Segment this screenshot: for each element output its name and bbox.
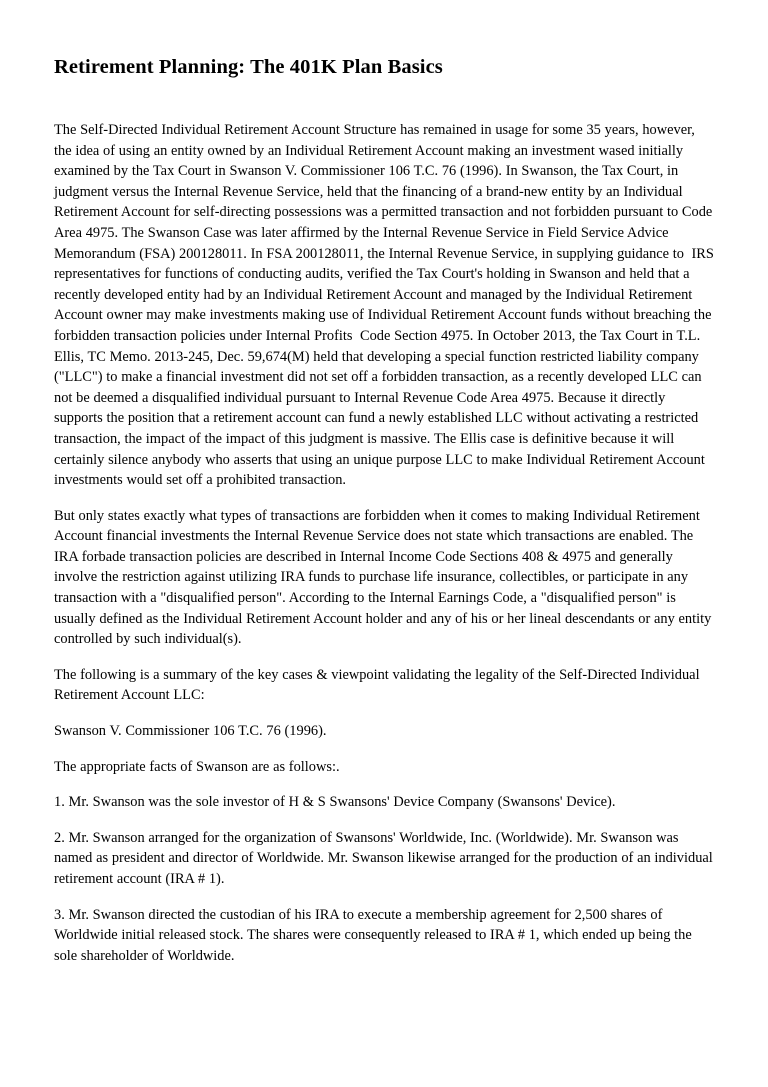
document-content [54,55,719,966]
list-item: 3. Mr. Swanson directed the custodian of his IRA to execute a membership agreement for 2,500 shares of Worldwide initial released stock. The shares were consequently released to IRA # 1, which ended up being the sole shareholder of Worldwide. [54,906,696,964]
paragraph-case-citation: Swanson V. Commissioner 106 T.C. 76 (1996). [54,723,327,740]
list-item: 2. Mr. Swanson arranged for the organization of Swansons' Worldwide, Inc. (Worldwide). Mr. Swanson was named as president and director of Worldwide. Mr. Swanson likewise arranged for the production of an individual retirement account (IRA # 1). [54,829,717,887]
paragraph-facts-intro: The appropriate facts of Swanson are as follows:. [54,758,340,775]
list-item: 1. Mr. Swanson was the sole investor of H & S Swansons' Device Company (Swansons' Device). [54,794,616,811]
page-title: Retirement Planning: The 401K Plan Basics [54,56,443,78]
paragraph: But only states exactly what types of transactions are forbidden when it comes to making Individual Retirement Account financial investments the Internal Revenue Service does not state which transactions are enabled. The IRA forbade transaction policies are described in Internal Income Code Sections 408 & 4975 and generally involve the restriction against utilizing IRA funds to purchase life insurance, collectibles, or participate in any transaction with a "disqualified person". According to the Internal Earnings Code, a "disqualified person" is usually defined as the Individual Retirement Account holder and any of his or her lineal descendants or any entity controlled by such individual(s). [54,507,719,648]
paragraph: The Self-Directed Individual Retirement Account Structure has remained in usage for some 35 years, however, the idea of using an entity owned by an Individual Retirement Account making an investment wased initially examined by the Tax Court in Swanson V. Commissioner 106 T.C. 76 (1996). In Swanson, the Tax Court, in judgment versus the Internal Revenue Service, held that the financing of a brand-new entity by an Individual Retirement Account for self-directing possessions was a permitted transaction and not forbidden pursuant to Code Area 4975. The Swanson Case was later affirmed by the Internal Revenue Service in Field Service Advice Memorandum (FSA) 200128011. In FSA 200128011, the Internal Revenue Service, in supplying guidance to IRS representatives for functions of conducting audits, verified the Tax Court's holding in Swanson and held that a recently developed entity had by an Individual Retirement Account and managed by the Individual Retirement Account owner may make investments making use of Individual Retirement Account funds without breaching the forbidden transaction policies under Internal Profits Code Section 4975. In October 2013, the Tax Court in T.L. Ellis, TC Memo. 2013-245, Dec. 59,674(M) held that developing a special function restricted liability company ("LLC") to make a financial investment did not set off a forbidden transaction, as a recently developed LLC can not be deemed a disqualified individual pursuant to Internal Revenue Code Area 4975. Because it directly supports the position that a retirement account can fund a newly established LLC without activating a restricted transaction, the impact of the impact of this judgment is massive. The Ellis case is definitive because it will certainly silence anybody who asserts that using an unique purpose LLC to make Individual Retirement Account investments would set off a prohibited transaction. [54,122,718,489]
paragraph: The following is a summary of the key cases & viewpoint validating the legality of the Self-Directed Individual Retirement Account LLC: [54,666,704,704]
document-body [54,120,719,966]
